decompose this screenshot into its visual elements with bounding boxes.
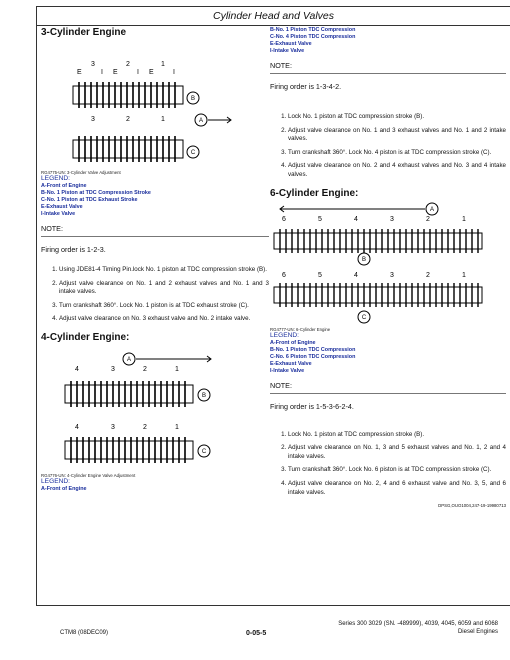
cyl-num: 3 — [91, 116, 95, 123]
rocker-shaft-bottom — [73, 140, 183, 158]
cyl-num: 2 — [426, 271, 430, 279]
step: 4. Adjust valve clearance on No. 2 and 4 exhaust valves and No. 3 and 4 intake valves. — [288, 162, 506, 179]
cyl-num: 1 — [175, 365, 179, 373]
valve-letter: E — [113, 69, 118, 76]
legend-item: B-No. 1 Piston TDC Compression — [270, 346, 356, 353]
note-text: Firing order is 1-5-3-6-2-4. — [270, 401, 354, 411]
cyl-num: 1 — [175, 423, 179, 431]
valve-letter: I — [101, 69, 103, 76]
legend-item: A-Front of Engine — [41, 485, 87, 492]
legend-item: E-Exhaust Valve — [41, 204, 83, 210]
footer-series-line1: Series 300 3029 (SN. -489999), 4039, 4045, 6059 and 6068 — [338, 621, 498, 627]
cyl-num: 1 — [462, 215, 466, 223]
page-frame — [36, 6, 510, 606]
footer-doc-id: CTM8 (08DEC09) — [60, 630, 109, 636]
legend-item: B-No. 1 Piston at TDC Compression Stroke — [41, 190, 151, 196]
label-c: C — [190, 150, 196, 156]
cyl-num: 6 — [282, 271, 286, 279]
steps-list — [270, 113, 506, 180]
reference-code: DPSG,OUO1004,247-19-19980713 — [438, 503, 506, 509]
steps-list — [270, 431, 506, 498]
diagram-4cyl — [61, 351, 231, 473]
cyl-num: 2 — [143, 423, 147, 431]
cyl-num: 4 — [75, 365, 79, 373]
front-arrow — [280, 206, 425, 212]
left-column — [41, 27, 269, 493]
step: 1. Lock No. 1 piston at TDC compression stroke (B). — [288, 431, 506, 440]
page-footer — [36, 614, 510, 654]
cyl-num: 4 — [354, 271, 358, 279]
step: 4. Adjust valve clearance on No. 2, 4 and 6 exhaust valve and No. 3, 5, and 6 intake valves. — [288, 480, 506, 497]
label-a: A — [429, 206, 435, 213]
cyl-num: 3 — [91, 61, 95, 68]
divider — [270, 73, 506, 74]
note-text: Firing order is 1-2-3. — [41, 245, 106, 254]
legend-item: E-Exhaust Valve — [270, 41, 312, 47]
steps-list — [41, 266, 269, 324]
valve-letter: E — [149, 69, 154, 76]
legend-item: I-Intake Valve — [270, 367, 305, 374]
label-b: B — [361, 256, 367, 263]
cyl-num: 4 — [75, 423, 79, 431]
legend-item: C-No. 1 Piston at TDC Exhaust Stroke — [41, 197, 138, 203]
valve-letter: E — [77, 69, 82, 76]
cyl-num: 6 — [282, 215, 286, 223]
step: 2. Adjust valve clearance on No. 1 and 2 exhaust valves and No. 1 and 3 intake valves. — [59, 280, 269, 297]
step: 1. Lock No. 1 piston at TDC compression stroke (B). — [288, 113, 506, 122]
note-text: Firing order is 1-3-4-2. — [270, 82, 342, 91]
legend-item: B-No. 1 Piston TDC Compression — [270, 27, 356, 33]
cyl-num: 1 — [161, 61, 165, 68]
legend-title: LEGEND: — [41, 477, 70, 485]
note-title: NOTE: — [270, 61, 292, 70]
footer-series-line2: Diesel Engines — [457, 629, 498, 635]
rocker-shaft-top — [73, 86, 183, 104]
section-title-4cyl: 4-Cylinder Engine: — [41, 331, 130, 343]
right-column — [270, 27, 506, 508]
front-arrow — [136, 356, 211, 362]
step: 1. Using JDE81-4 Timing Pin.lock No. 1 piston at TDC compression stroke (B). — [59, 266, 269, 275]
figure-caption: RG4775-UN: 3-Cylinder Valve Adjustment — [41, 170, 121, 175]
legend-item: C-No. 6 Piston TDC Compression — [270, 353, 356, 360]
figure-caption: RG4777-UN: 6-Cylinder Engine — [270, 326, 331, 332]
step: 3. Turn crankshaft 360°. Lock No. 1 piston is at TDC exhaust stroke (C). — [59, 302, 269, 311]
cyl-num: 1 — [462, 271, 466, 279]
front-arrow — [208, 117, 231, 123]
legend-item: A-Front of Engine — [41, 183, 87, 189]
cyl-num: 3 — [111, 423, 115, 431]
label-c: C — [361, 314, 367, 321]
page-header: Cylinder Head and Valves — [37, 7, 510, 26]
cyl-num: 3 — [111, 365, 115, 373]
label-b: B — [201, 392, 207, 399]
label-a: A — [126, 356, 132, 363]
cyl-num: 3 — [390, 271, 394, 279]
label-c: C — [201, 448, 207, 455]
legend-item: C-No. 4 Piston TDC Compression — [270, 34, 356, 40]
cyl-num: 3 — [390, 215, 394, 223]
footer-series — [338, 620, 498, 636]
step: 4. Adjust valve clearance on No. 3 exhaust valve and No. 2 intake valve. — [59, 315, 269, 324]
cyl-num: 4 — [354, 215, 358, 223]
step: 2. Adjust valve clearance on No. 1, 3 and 5 exhaust valves and No. 1, 2 and 4 intake valves. — [288, 444, 506, 461]
diagram-6cyl — [270, 201, 495, 327]
legend-item: I-Intake Valve — [270, 48, 305, 54]
legend-title: LEGEND: — [270, 331, 299, 339]
cyl-num: 2 — [126, 116, 130, 123]
divider — [270, 393, 506, 394]
step: 3. Turn crankshaft 360°. Lock No. 6 piston is at TDC compression stroke (C). — [288, 466, 506, 475]
note-title: NOTE: — [270, 380, 292, 390]
cyl-num: 1 — [161, 116, 165, 123]
cyl-num: 5 — [318, 271, 322, 279]
section-title-3cyl: 3-Cylinder Engine — [41, 27, 127, 38]
figure-caption: RG4776-UN: 4-Cylinder Engine Valve Adjustment — [41, 472, 136, 478]
legend-item: E-Exhaust Valve — [270, 360, 312, 367]
label-b: B — [190, 96, 196, 102]
legend-item: I-Intake Valve — [41, 211, 76, 217]
step: 3. Turn crankshaft 360°. Lock No. 4 piston is at TDC compression stroke (C). — [288, 149, 506, 158]
cyl-num: 2 — [126, 61, 130, 68]
legend-item: A-Front of Engine — [270, 339, 316, 346]
cyl-num: 5 — [318, 215, 322, 223]
diagram-3cyl — [71, 58, 241, 170]
valve-letter: I — [173, 69, 175, 76]
cyl-num: 2 — [143, 365, 147, 373]
note-title: NOTE: — [41, 224, 63, 233]
section-title-6cyl: 6-Cylinder Engine: — [270, 187, 359, 199]
page-number: 0-05-5 — [246, 630, 267, 637]
legend-title: LEGEND: — [41, 175, 70, 182]
divider — [41, 236, 269, 237]
valve-letter: I — [137, 69, 139, 76]
label-a: A — [198, 118, 204, 124]
step: 2. Adjust valve clearance on No. 1 and 3 exhaust valves and No. 1 and 2 intake valves. — [288, 127, 506, 144]
cyl-num: 2 — [426, 215, 430, 223]
